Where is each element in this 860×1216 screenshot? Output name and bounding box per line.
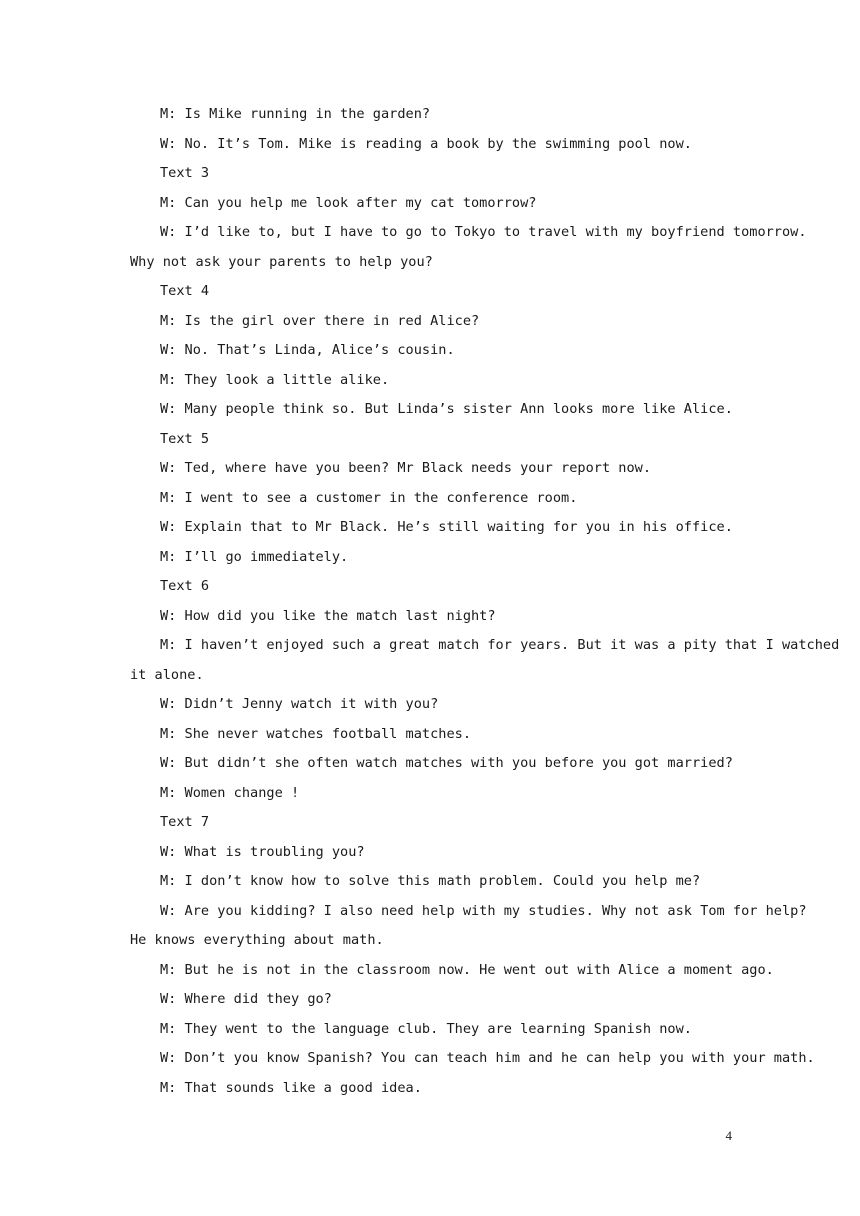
dialogue-line: M: Is the girl over there in red Alice? xyxy=(160,312,480,329)
section-heading: Text 7 xyxy=(160,814,210,830)
dialogue-line: Why not ask your parents to help you? xyxy=(130,253,433,270)
dialogue-line: M: But he is not in the classroom now. He went out with Alice a moment ago. xyxy=(160,961,774,978)
dialogue-line: W: Ted, where have you been? Mr Black needs your report now. xyxy=(160,460,652,476)
dialogue-line: W: Don’t you know Spanish? You can teach him and he can help you with your math. xyxy=(160,1050,815,1066)
dialogue-line: W: No. It’s Tom. Mike is reading a book by the swimming pool now. xyxy=(160,135,692,152)
dialogue-line: W: Are you kidding? I also need help with my studies. Why not ask Tom for help? xyxy=(160,902,807,919)
dialogue-line: M: I don’t know how to solve this math problem. Could you help me? xyxy=(160,873,701,889)
dialogue-line: M: I’ll go immediately. xyxy=(160,548,349,565)
section-heading: Text 6 xyxy=(160,578,210,594)
dialogue-line: M: Women change ! xyxy=(160,784,300,801)
dialogue-line: M: Can you help me look after my cat tomorrow? xyxy=(160,194,537,211)
page-number: 4 xyxy=(725,1128,732,1143)
section-heading: Text 5 xyxy=(160,430,210,447)
dialogue-line: W: How did you like the match last night? xyxy=(160,607,496,624)
dialogue-line: W: But didn’t she often watch matches with you before you got married? xyxy=(160,755,733,771)
dialogue-line: M: I haven’t enjoyed such a great match for years. But it was a pity that I watched xyxy=(160,637,840,653)
dialogue-line: M: She never watches football matches. xyxy=(160,725,471,742)
dialogue-line: it alone. xyxy=(130,666,204,683)
dialogue-line: W: Didn’t Jenny watch it with you? xyxy=(160,696,439,712)
dialogue-line: M: I went to see a customer in the conference room. xyxy=(160,489,578,506)
dialogue-line: M: That sounds like a good idea. xyxy=(160,1079,422,1096)
dialogue-line: W: I’d like to, but I have to go to Tokyo to travel with my boyfriend tomorrow. xyxy=(160,224,807,240)
dialogue-line: He knows everything about math. xyxy=(130,932,384,948)
dialogue-line: W: Many people think so. But Linda’s sister Ann looks more like Alice. xyxy=(160,401,733,417)
dialogue-line: W: No. That’s Linda, Alice’s cousin. xyxy=(160,342,455,358)
dialogue-line: W: Explain that to Mr Black. He’s still waiting for you in his office. xyxy=(160,519,733,535)
dialogue-line: M: They look a little alike. xyxy=(160,371,390,388)
dialogue-line: M: They went to the language club. They are learning Spanish now. xyxy=(160,1020,692,1037)
dialogue-line: W: What is troubling you? xyxy=(160,843,365,860)
section-heading: Text 4 xyxy=(160,283,210,299)
dialogue-line: W: Where did they go? xyxy=(160,991,332,1007)
listening-transcript xyxy=(130,100,840,1103)
dialogue-line: M: Is Mike running in the garden? xyxy=(160,106,431,122)
section-heading: Text 3 xyxy=(160,165,210,181)
